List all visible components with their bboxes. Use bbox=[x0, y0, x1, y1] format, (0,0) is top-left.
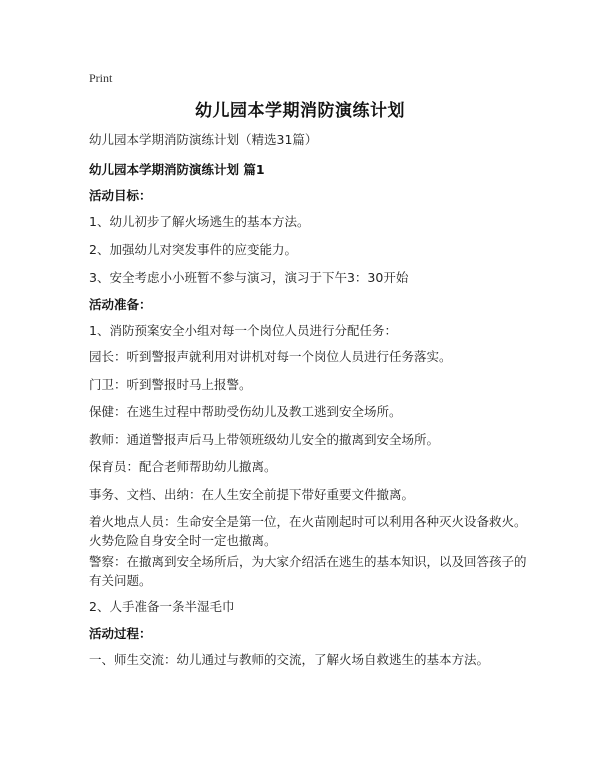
print-link[interactable]: Print bbox=[89, 71, 113, 85]
document-subtitle: 幼儿园本学期消防演练计划（精选31篇） bbox=[89, 132, 318, 147]
goals-heading: 活动目标： bbox=[89, 188, 152, 203]
prep-item: 教师：通道警报声后马上带领班级幼儿安全的撤离到安全场所。 bbox=[89, 432, 440, 447]
prep-item: 保健：在逃生过程中帮助受伤幼儿及教工逃到安全场所。 bbox=[89, 404, 402, 419]
process-heading: 活动过程： bbox=[89, 626, 152, 641]
prep-item: 1、消防预案安全小组对每一个岗位人员进行分配任务： bbox=[89, 323, 397, 338]
prep-item: 园长：听到警报声就利用对讲机对每一个岗位人员进行任务落实。 bbox=[89, 349, 452, 364]
prep-item: 事务、文档、出纳：在人生安全前提下带好重要文件撤离。 bbox=[89, 487, 415, 502]
section-title: 幼儿园本学期消防演练计划 篇1 bbox=[89, 162, 265, 177]
prep-item: 着火地点人员：生命安全是第一位，在火苗刚起时可以利用各种灭火设备救火。火势危险自身安全时一定也撤离。 bbox=[89, 514, 527, 548]
prep-heading: 活动准备： bbox=[89, 297, 152, 312]
page-title: 幼儿园本学期消防演练计划 bbox=[195, 101, 405, 121]
prep-item: 警察：在撤离到安全场所后，为大家介绍活在逃生的基本知识，以及回答孩子的有关问题。 bbox=[89, 554, 527, 588]
prep-item: 门卫：听到警报时马上报警。 bbox=[89, 377, 252, 392]
process-item: 一、师生交流：幼儿通过与教师的交流，了解火场自救逃生的基本方法。 bbox=[89, 652, 490, 667]
prep-item: 保育员：配合老师帮助幼儿撤离。 bbox=[89, 459, 277, 474]
prep-item: 2、人手准备一条半湿毛巾 bbox=[89, 599, 235, 614]
goal-item: 1、幼儿初步了解火场逃生的基本方法。 bbox=[89, 214, 310, 229]
goal-item: 3、安全考虑小小班暂不参与演习，演习于下午3：30开始 bbox=[89, 270, 409, 285]
goal-item: 2、加强幼儿对突发事件的应变能力。 bbox=[89, 242, 297, 257]
